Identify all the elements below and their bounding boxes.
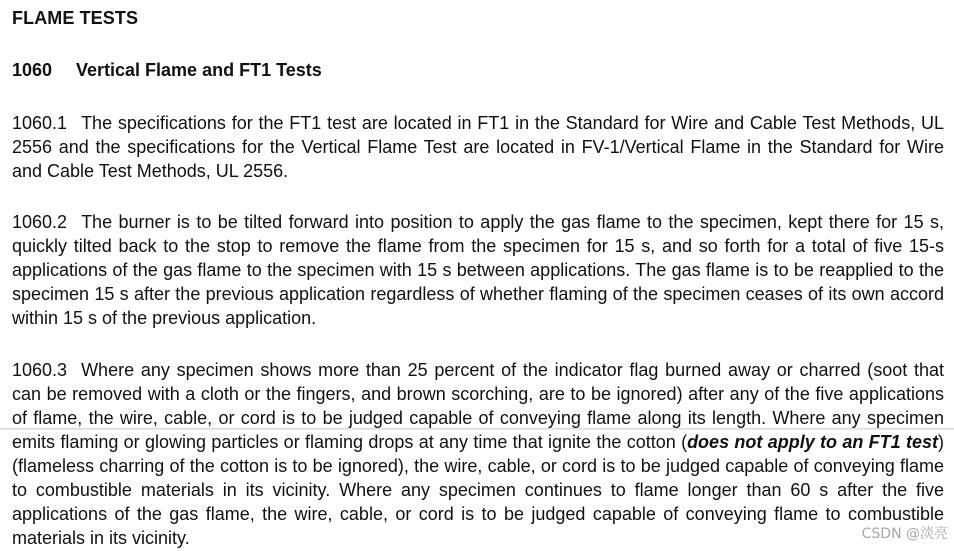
paragraph-text-after: ) (flameless charring of the cotton is to be ignored), the wire, cable, or cord is to be judged capable of conveying flame to combustible materials in its vicinity. Where any specimen continues to flame longer than 60 s after the five applications of the gas flame, the wire, cable, or cord is to be judged capable of conveying flame to combustible materials in its vicinity.: [12, 432, 944, 548]
paragraph-text: The specifications for the FT1 test are located in FT1 in the Standard for Wire and Cable Test Methods, UL 2556 and the specifications for the Vertical Flame Test are located in FV-1/Vertical Flame in the Standard for Wire and Cable Test Methods, UL 2556.: [12, 113, 944, 181]
paragraph-text-before: Where any specimen shows more than 25 percent of the indicator flag burned away or charred (soot that can be removed with a cloth or the fingers, and brown scorching, are to be ignored) after any of the five applications of flame, the wire, cable, or cord is to be judged capable of conveying flame along its length. Where any specimen emits flaming or glowing particles or flaming drops at any time that ignite the cotton (: [12, 360, 944, 452]
paragraph-1060-2: [12, 210, 944, 330]
section-number: 1060: [12, 60, 53, 80]
paragraph-text: The burner is to be tilted forward into position to apply the gas flame to the specimen, kept there for 15 s, quickly tilted back to the stop to remove the flame from the specimen for 15 s, and so forth for a total of five 15-s applications of the gas flame to the specimen with 15 s between applications. The gas flame is to be reapplied to the specimen 15 s after the previous application regardless of whether flaming of the specimen ceases of its own accord within 15 s of the previous application.: [12, 212, 944, 328]
emphasis-note: does not apply to an FT1 test: [687, 432, 938, 452]
paragraph-number: 1060.2: [12, 212, 68, 232]
paragraph-number: 1060.3: [12, 360, 68, 380]
section-heading: [12, 60, 322, 81]
watermark: CSDN @淡亮: [861, 526, 948, 542]
scan-seam-divider: [0, 428, 954, 431]
paragraph-number: 1060.1: [12, 113, 68, 133]
document-title: FLAME TESTS: [12, 8, 139, 28]
paragraph-1060-3: [12, 358, 944, 550]
section-title: Vertical Flame and FT1 Tests: [76, 60, 322, 80]
paragraph-1060-1: [12, 111, 944, 183]
